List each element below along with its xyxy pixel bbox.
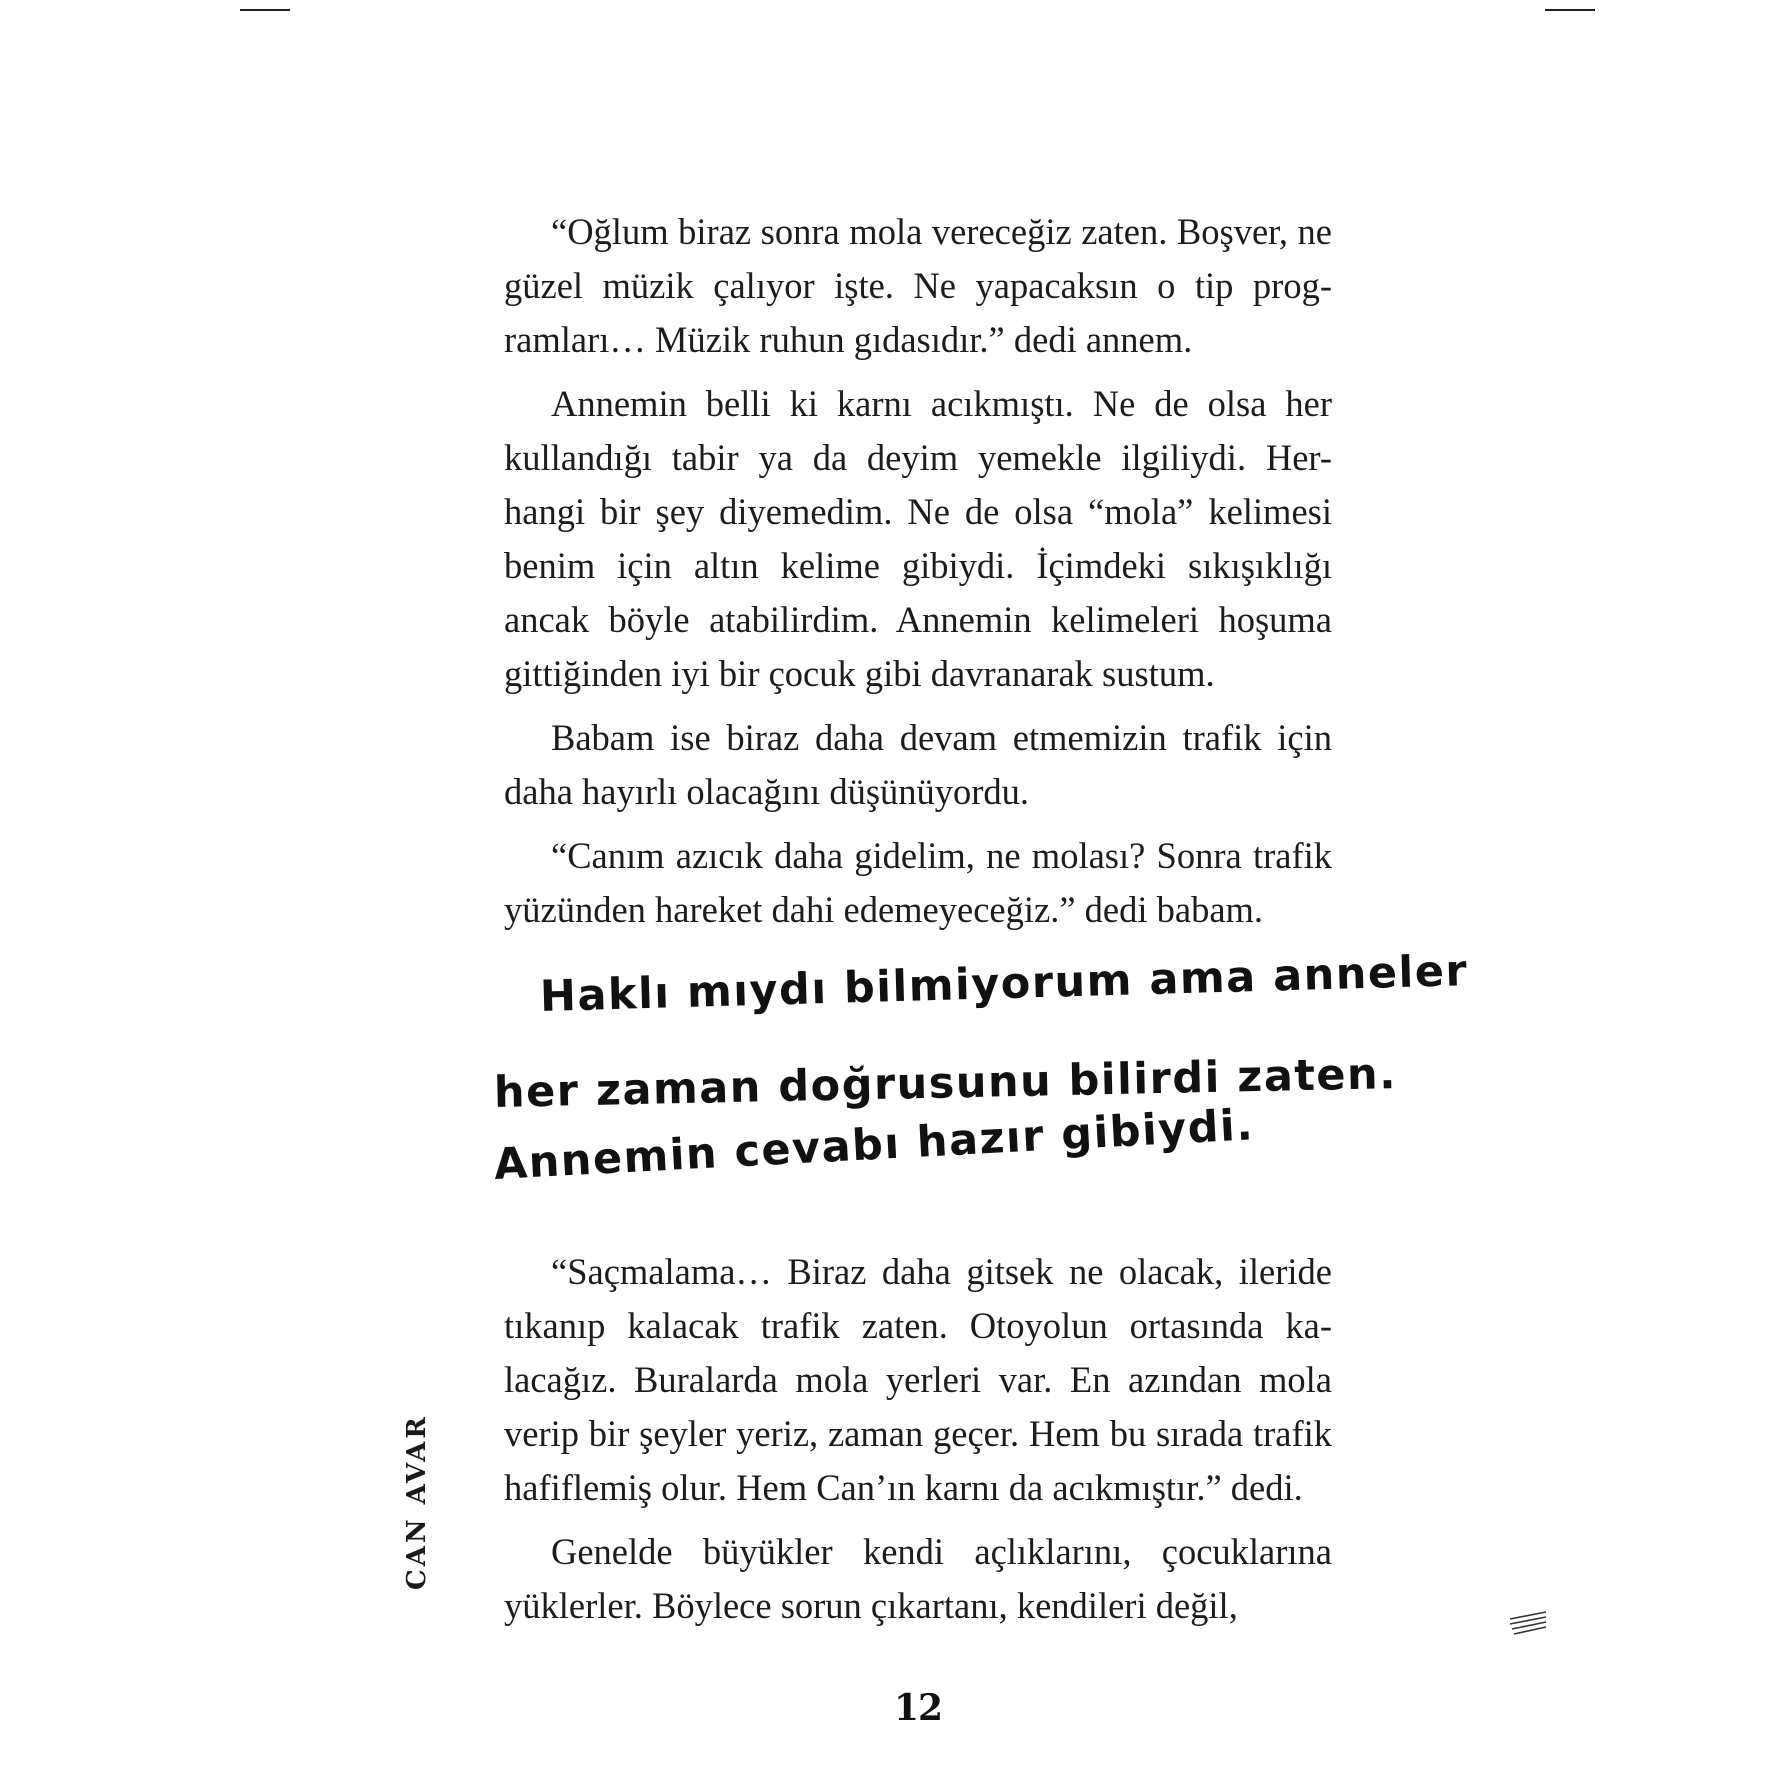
body-text-top [504,205,1332,947]
paragraph: “Saçmalama… Biraz daha gitsek ne olacak, ileride tıkanıp kalacak trafik zaten. Otoyolun ortasında ka-lacağız. Buralarda mola yerleri var. En azından mola verip bir şeyler yeriz, zaman geçer. Hem bu sırada trafik hafiflemiş olur. Hem Can’ın karnı da acıkmıştır.” dedi. [504,1251,1332,1508]
pencil-lines-icon [1508,1610,1548,1636]
body-text-bottom [504,1245,1332,1643]
paragraph: Genelde büyükler kendi açlıklarını, çocuklarına yüklerler. Böylece sorun çıkartanı, kendileri değil, [504,1531,1332,1626]
callout-line: her zaman doğrusunu bilirdi zaten. [493,1049,1398,1118]
paragraph: Babam ise biraz daha devam etmemizin trafik için daha hayırlı olacağını düşünüyordu. [504,717,1332,812]
paragraph: “Canım azıcık daha gidelim, ne molası? Sonra trafik yüzünden hareket dahi edemeyeceğiz.” dedi babam. [504,835,1332,930]
author-name: CAN AVAR [402,1414,432,1590]
crop-mark-right [1545,9,1595,11]
crop-mark-left [240,9,290,11]
paragraph: Annemin belli ki karnı acıkmıştı. Ne de olsa her kullandığı tabir ya da deyim yemekle ilgiliydi. Her-hangi bir şey diyemedim. Ne de olsa “mola” kelimesi benim için altın kelime gibiydi. İçimdeki sıkışıklığı ancak böyle atabilirdim. Annemin kelimeleri hoşuma gittiğinden iyi bir çocuk gibi davranarak sustum. [504,383,1332,694]
callout-line: Haklı mıydı bilmiyorum ama anneler [539,946,1469,1022]
paragraph: “Oğlum biraz sonra mola vereceğiz zaten. Boşver, ne güzel müzik çalıyor işte. Ne yapacaksın o tip prog-ramları… Müzik ruhun gıdasıdır.” dedi annem. [504,211,1332,360]
callout-line: Annemin cevabı hazır gibiydi. [492,1100,1256,1190]
page-number: 12 [893,1687,943,1729]
